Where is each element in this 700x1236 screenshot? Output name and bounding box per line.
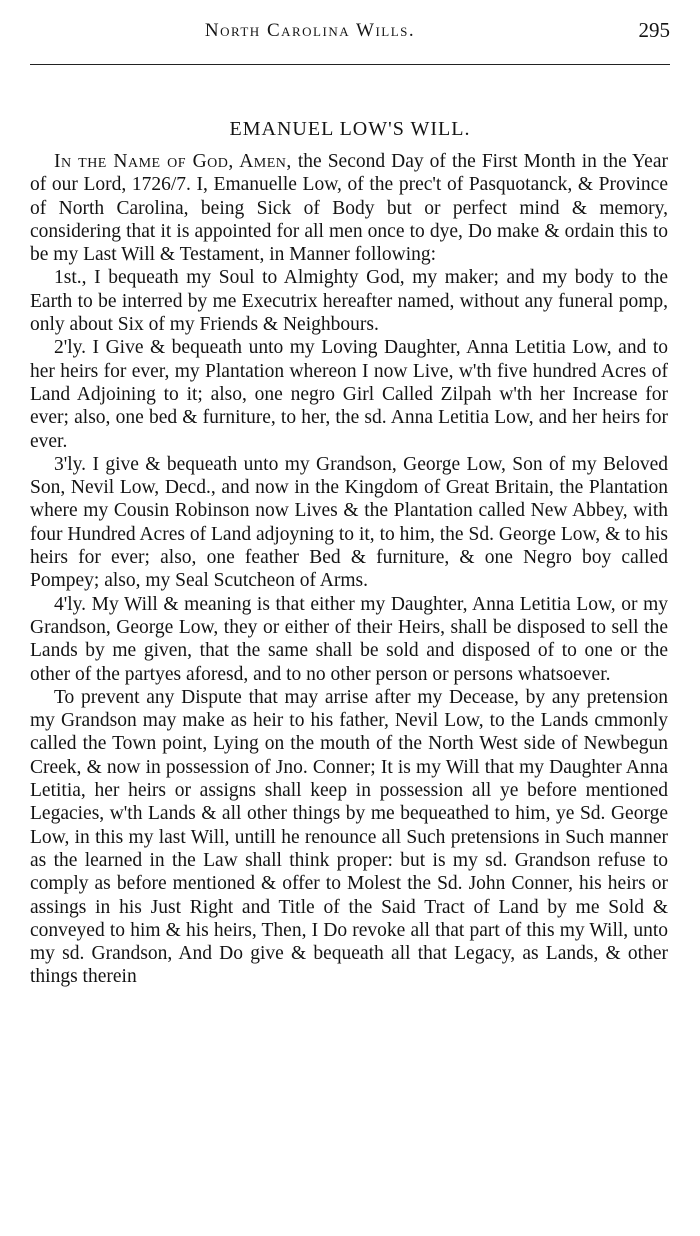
paragraph-preamble [30,150,668,266]
paragraph-text: 1st., I bequeath my Soul to Almighty God, my maker; and my body to the Earth to be interred by me Executrix hereafter named, without any funeral pomp, only about Six of my Friends & Neighbours. [30,267,668,336]
paragraph-dispute [30,686,668,989]
header-rule [30,64,670,65]
paragraph-text: To prevent any Dispute that may arrise after my Decease, by any pretension my Grandson may make as heir to his father, Nevil Low, to the Lands cmmonly called the Town point, Lying on the mouth of the North West side of Newbegun Creek, & now in possession of Jno. Conner; It is my Will that my Daughter Anna Letitia, her heirs or assigns shall keep in possession all ye before mentioned Legacies, w'th Lands & all other things by me bequeathed to him, ye Sd. George Low, in this my last Will, untill he renounce all Such pretensions in Such manner as the learned in the Law shall think proper: but is my sd. Grandson refuse to comply as before mentioned & offer to Molest the Sd. John Conner, his heirs or assings in his Just Right and Title of the Said Tract of Land by me Sold & conveyed to him & his heirs, Then, I Do revoke all that part of this my Will, unto my sd. Grandson, And Do give & bequeath all that Legacy, as Lands, & other things therein [30,686,668,988]
running-title: North Carolina Wills. [204,20,416,41]
invocation-lead: In the Name of God, Amen, [54,151,292,172]
paragraph-third [30,453,668,593]
paragraph-fourth [30,593,668,686]
paragraph-text: the Second Day of the First Month in the Year of our Lord, 1726/7. I, Emanuelle Low, of the prec't of Pasquotanck, & Province of North Carolina, being Sick of Body but or perfect mind & memory, considering that it is appointed for all men once to dye, Do make & ordain this to be my Last Will & Testament, in Manner following: [30,151,668,266]
running-head [30,18,670,48]
paragraph-text: 2'ly. I Give & bequeath unto my Loving Daughter, Anna Letitia Low, and to her heirs for ever, my Plantation whereon I now Live, w'th five hundred Acres of Land Adjoining to it; also, one negro Girl Called Zilpah w'th her Increase for ever; also, one bed & furniture, to her, the sd. Anna Letitia Low, and her heirs for ever. [30,337,668,452]
paragraph-second [30,336,668,452]
page-number: 295 [638,18,670,42]
paragraph-first [30,266,668,336]
will-body [30,150,668,989]
will-title: EMANUEL LOW'S WILL. [229,118,471,140]
paragraph-text: 3'ly. I give & bequeath unto my Grandson, George Low, Son of my Beloved Son, Nevil Low, Decd., and now in the Kingdom of Great Britain, the Plantation where my Cousin Robinson now Lives & the Plantation called New Abbey, with four Hundred Acres of Land adjoyning to it, to him, the Sd. George Low, & to his heirs for ever; also, one feather Bed & furniture, & one Negro boy called Pompey; also, my Seal Scutcheon of Arms. [30,453,668,592]
paragraph-text: 4'ly. My Will & meaning is that either my Daughter, Anna Letitia Low, or my Grandson, George Low, they or either of their Heirs, shall be disposed to sell the Lands by me given, that the same shall be sold and disposed of to one or the other of the partyes aforesd, and to no other person or persons whatsoever. [30,593,668,685]
